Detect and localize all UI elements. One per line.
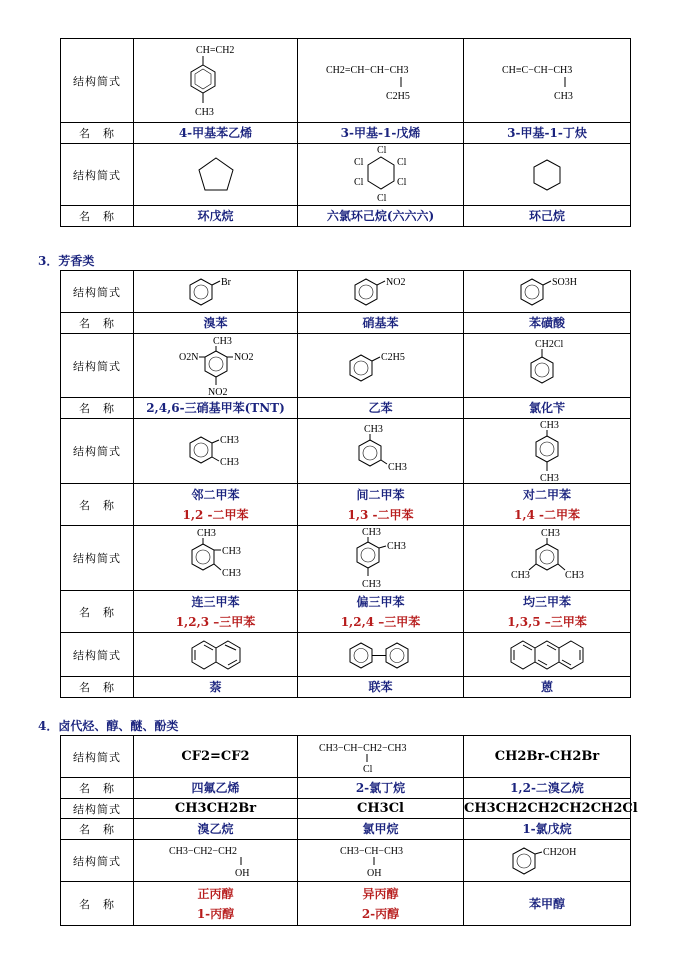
compound-name: 间二甲苯 1,3 -二甲苯 <box>298 484 464 526</box>
substituent-label: CH3 <box>540 420 559 431</box>
compound-name: 对二甲苯 1,4 -二甲苯 <box>464 484 631 526</box>
formula-dibromoethane: CH2Br-CH2Br <box>464 736 631 778</box>
row-label: 名 称 <box>61 778 134 799</box>
structure-2-chlorobutane <box>298 736 464 778</box>
row-label: 名 称 <box>61 882 134 926</box>
compound-name: 偏三甲苯 1,2,4 –三甲苯 <box>298 591 464 633</box>
compound-name: 4-甲基苯乙烯 <box>134 123 298 144</box>
compound-name: 六氯环己烷(六六六) <box>298 206 464 227</box>
row-label: 结构简式 <box>61 736 134 778</box>
substituent-label: CH2OH <box>543 846 577 858</box>
structure-ethylbenzene <box>298 334 464 398</box>
structure-1-propanol <box>134 840 298 882</box>
formula-main: CH3−CH2−CH2 <box>168 845 237 857</box>
formula-tetrafluoroethylene: CF2=CF2 <box>134 736 298 778</box>
structure-pseudocumene <box>298 526 464 591</box>
compound-name: 苯甲醇 <box>464 882 631 926</box>
substituent-label: CH3 <box>387 462 407 473</box>
substituent-label: CH3 <box>363 424 383 435</box>
compound-name: 3-甲基-1-丁炔 <box>464 123 631 144</box>
compound-name: 环戊烷 <box>134 206 298 227</box>
structure-benzyl-chloride <box>464 334 631 398</box>
structure-naphthalene <box>134 633 298 677</box>
cl-label: Cl <box>396 156 406 168</box>
structure-p-xylene <box>464 419 631 484</box>
formula-sub: OH <box>234 867 249 879</box>
formula-main: CH2=CH−CH−CH3 <box>325 64 408 76</box>
compound-name: 氯化苄 <box>464 398 631 419</box>
compound-name: 溴乙烷 <box>134 819 298 840</box>
compound-name: 苯磺酸 <box>464 313 631 334</box>
substituent-label: CH3 <box>540 473 559 483</box>
formula-main: CH≡C−CH−CH3 <box>502 64 573 76</box>
row-label: 名 称 <box>61 591 134 633</box>
row-label: 名 称 <box>61 313 134 334</box>
table-alkenes-cycloalkanes <box>60 38 631 227</box>
compound-name: 乙苯 <box>298 398 464 419</box>
compound-name: 1-氯戊烷 <box>464 819 631 840</box>
compound-name: 2-氯丁烷 <box>298 778 464 799</box>
row-label: 名 称 <box>61 677 134 698</box>
compound-name: 环己烷 <box>464 206 631 227</box>
row-label: 名 称 <box>61 484 134 526</box>
substituent-label: O2N <box>178 351 198 363</box>
row-label: 名 称 <box>61 819 134 840</box>
row-label: 结构简式 <box>61 799 134 819</box>
compound-name: 2,4,6-三硝基甲苯(TNT) <box>134 398 298 419</box>
compound-name: 联苯 <box>298 677 464 698</box>
formula-chloropentane: CH3CH2CH2CH2CH2Cl <box>464 799 631 819</box>
compound-name: 3-甲基-1-戊烯 <box>298 123 464 144</box>
substituent-label: CH3 <box>221 568 241 579</box>
compound-name: 溴苯 <box>134 313 298 334</box>
structure-hexachlorocyclohexane <box>298 144 464 206</box>
row-label: 结构简式 <box>61 526 134 591</box>
row-label: 结构简式 <box>61 144 134 206</box>
substituent-label: CH3 <box>219 435 239 446</box>
substituent-label: NO2 <box>233 351 253 363</box>
substituent-label: CH3 <box>511 570 530 581</box>
structure-nitrobenzene <box>298 271 464 313</box>
row-label: 结构简式 <box>61 840 134 882</box>
substituent-label: CH2Cl <box>535 338 564 350</box>
cl-label: Cl <box>353 156 363 168</box>
row-label: 名 称 <box>61 206 134 227</box>
row-label: 结构简式 <box>61 39 134 123</box>
compound-name: 1,2-二溴乙烷 <box>464 778 631 799</box>
formula-sub: OH <box>366 867 381 879</box>
row-label: 名 称 <box>61 123 134 144</box>
table-halides-alcohols <box>60 735 638 926</box>
substituent-label: CH3 <box>361 579 381 590</box>
substituent-label: NO2 <box>207 386 227 397</box>
substituent-label: SO3H <box>552 276 578 288</box>
formula-main: CH3−CH−CH2−CH3 <box>318 742 406 754</box>
substituent-label: CH3 <box>219 457 239 468</box>
compound-name: 异丙醇 2-丙醇 <box>298 882 464 926</box>
compound-name: 蒽 <box>464 677 631 698</box>
compound-name: 连三甲苯 1,2,3 –三甲苯 <box>134 591 298 633</box>
section-heading-aromatics: 3．芳香类 <box>38 254 95 268</box>
substituent-label: CH3 <box>194 106 214 118</box>
row-label: 结构简式 <box>61 334 134 398</box>
substituent-label: CH3 <box>565 570 584 581</box>
formula-sub: Cl <box>362 763 372 775</box>
row-label: 结构简式 <box>61 271 134 313</box>
compound-name: 四氟乙烯 <box>134 778 298 799</box>
substituent-label: C2H5 <box>380 351 405 363</box>
structure-3-methyl-1-butyne <box>464 39 631 123</box>
section-heading-halides-alcohols: 4．卤代烃、醇、醚、酚类 <box>38 719 179 733</box>
formula-sub: CH3 <box>554 90 573 102</box>
structure-4-methylstyrene <box>134 39 298 123</box>
compound-name: 均三甲苯 1,3,5 –三甲苯 <box>464 591 631 633</box>
substituent-label: CH3 <box>221 546 241 557</box>
substituent-label: CH3 <box>386 541 406 552</box>
table-aromatics <box>60 270 631 698</box>
row-label: 结构简式 <box>61 419 134 484</box>
cl-label: Cl <box>396 176 406 188</box>
cl-label: Cl <box>376 144 386 156</box>
formula-bromoethane: CH3CH2Br <box>134 799 298 819</box>
substituent-label: CH3 <box>541 528 560 539</box>
structure-anthracene <box>464 633 631 677</box>
substituent-label: NO2 <box>385 276 405 288</box>
compound-name: 萘 <box>134 677 298 698</box>
formula-chloromethane: CH3Cl <box>298 799 464 819</box>
compound-name: 正丙醇 1-丙醇 <box>134 882 298 926</box>
structure-tnt <box>134 334 298 398</box>
cl-label: Cl <box>353 176 363 188</box>
compound-name: 邻二甲苯 1,2 -二甲苯 <box>134 484 298 526</box>
substituent-label: CH3 <box>196 528 216 539</box>
formula-main: CH3−CH−CH3 <box>339 845 403 857</box>
structure-biphenyl <box>298 633 464 677</box>
substituent-label: CH3 <box>361 527 381 538</box>
structure-3-methyl-1-pentene <box>298 39 464 123</box>
structure-benzyl-alcohol <box>464 840 631 882</box>
structure-m-xylene <box>298 419 464 484</box>
structure-cyclohexane <box>464 144 631 206</box>
substituent-label: Br <box>220 276 231 288</box>
formula-sub: C2H5 <box>385 90 410 102</box>
cl-label: Cl <box>376 192 386 204</box>
structure-cyclopentane <box>134 144 298 206</box>
compound-name: 硝基苯 <box>298 313 464 334</box>
row-label: 名 称 <box>61 398 134 419</box>
structure-hemimellitene <box>134 526 298 591</box>
substituent-label: CH3 <box>212 335 232 347</box>
compound-name: 氯甲烷 <box>298 819 464 840</box>
structure-2-propanol <box>298 840 464 882</box>
structure-benzenesulfonic-acid <box>464 271 631 313</box>
structure-o-xylene <box>134 419 298 484</box>
substituent-label: CH=CH2 <box>195 44 234 56</box>
structure-bromobenzene <box>134 271 298 313</box>
structure-mesitylene <box>464 526 631 591</box>
row-label: 结构简式 <box>61 633 134 677</box>
